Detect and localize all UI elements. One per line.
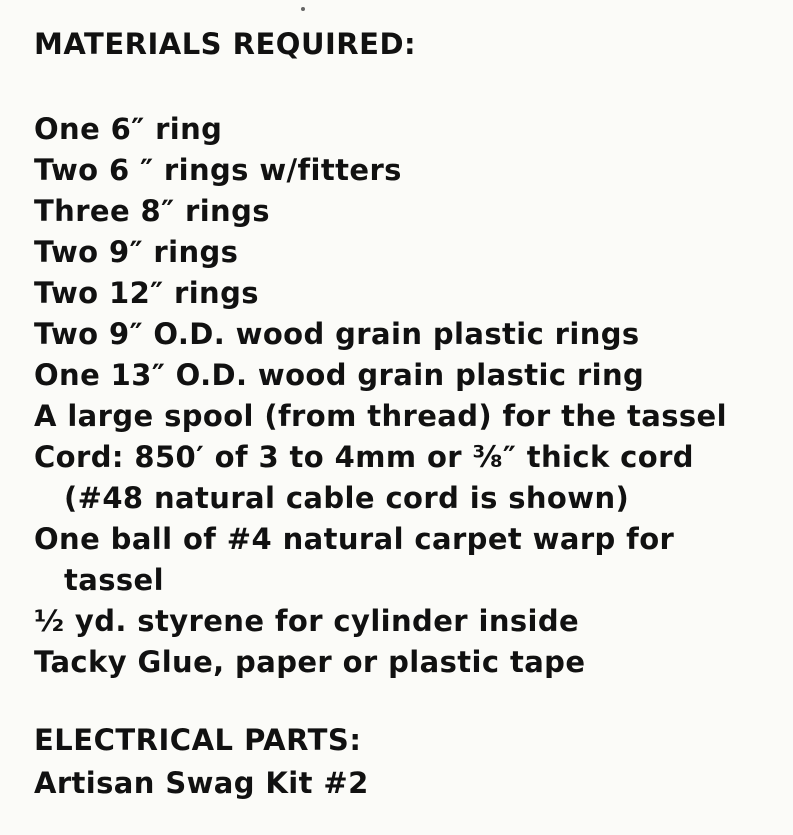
- list-item: Two 6 ″ rings w/fitters: [34, 153, 402, 187]
- list-item-continuation: (#48 natural cable cord is shown): [64, 481, 630, 515]
- list-item: Tacky Glue, paper or plastic tape: [34, 645, 586, 679]
- electrical-parts-heading: ELECTRICAL PARTS:: [34, 723, 362, 757]
- list-item: ½ yd. styrene for cylinder inside: [34, 604, 580, 638]
- list-item: One 13″ O.D. wood grain plastic ring: [34, 358, 645, 392]
- list-item: Two 9″ rings: [34, 235, 239, 269]
- list-item: One 6″ ring: [34, 112, 223, 146]
- list-item-continuation: tassel: [64, 563, 164, 597]
- list-item: Cord: 850′ of 3 to 4mm or ⅜″ thick cord: [34, 440, 694, 474]
- list-item: A large spool (from thread) for the tassel: [34, 399, 727, 433]
- list-item: Two 9″ O.D. wood grain plastic rings: [34, 317, 640, 351]
- electrical-kit-item: Artisan Swag Kit #2: [34, 766, 369, 800]
- list-item: One ball of #4 natural carpet warp for: [34, 522, 675, 556]
- print-speck: [301, 7, 305, 11]
- list-item: Three 8″ rings: [34, 194, 270, 228]
- list-item: Two 12″ rings: [34, 276, 259, 310]
- materials-heading: MATERIALS REQUIRED:: [34, 27, 417, 61]
